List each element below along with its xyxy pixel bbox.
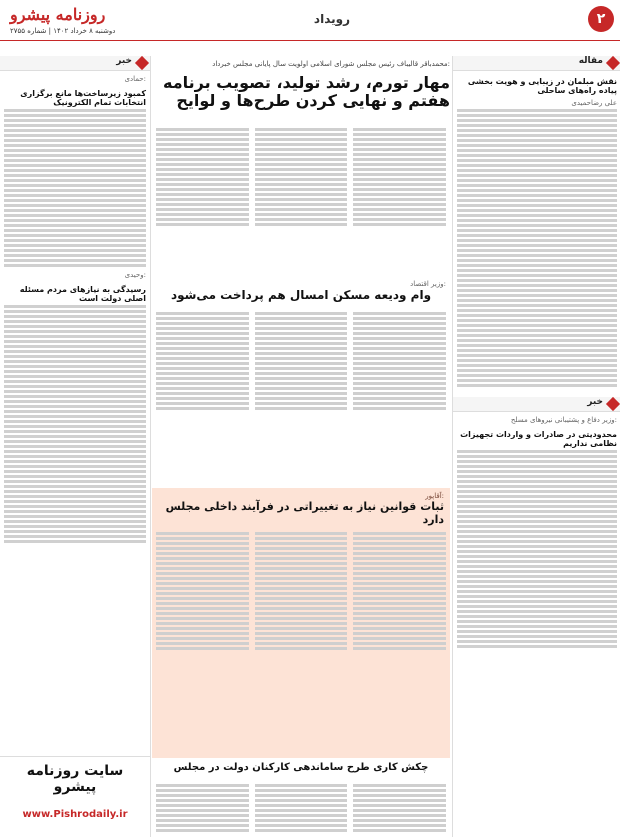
right-section-label-2: خبر [587, 397, 603, 407]
news-kicker: حمادی: [124, 75, 146, 83]
article-title: نقش مبلمان در زیبایی و هویت بخشی پیاده راه‌های ساحلی [467, 77, 617, 95]
article-body [457, 109, 617, 387]
news-kicker: وحیدی: [124, 271, 146, 279]
section-marker-icon [135, 56, 149, 70]
section-marker-icon [606, 397, 620, 411]
main-article-body [152, 122, 450, 272]
left-section-label: خبر [116, 56, 132, 66]
news-body [4, 305, 146, 543]
main-column [152, 56, 450, 837]
left-column [0, 56, 151, 837]
right-section-bar [453, 56, 620, 71]
section2-kicker: وزیر اقتصاد: [410, 280, 446, 288]
main-kicker: محمدباقر قالیباف رئیس مجلس شورای اسلامی اولویت سال پایانی مجلس خبرداد: [212, 60, 450, 68]
issue-date: دوشنبه ۸ خرداد ۱۴۰۲ | شماره ۲۷۵۵ [10, 27, 116, 35]
news-title: محدودیتی در صادرات و واردات تجهیزات نظامی نداریم [460, 430, 617, 448]
news-kicker: وزیر دفاع و پشتیبانی نیروهای مسلح: [510, 416, 617, 424]
page-header [0, 0, 620, 41]
ad-url: www.Pishrodaily.ir [22, 809, 128, 820]
highlight-article [152, 488, 450, 758]
right-column [452, 56, 620, 837]
ad-title: سایت روزنامه پیشرو [26, 763, 124, 795]
news-title: کمبود زیرساخت‌ها مانع برگزاری انتخابات تمام الکترونیک [20, 89, 146, 107]
bottom-headline: چکش کاری طرح ساماندهی کارکنان دولت در مجلس [173, 762, 429, 773]
newspaper-logo: روزنامه پیشرو [10, 5, 106, 24]
right-section-bar-2 [453, 397, 620, 412]
news-body [457, 450, 617, 648]
left-section-bar [0, 56, 150, 71]
news-title: رسیدگی به نیازهای مردم مسئله اصلی دولت است [19, 285, 146, 303]
section-title: رویداد [313, 12, 350, 26]
bottom-article-body [152, 778, 450, 837]
highlight-kicker: آقاپور: [425, 492, 444, 500]
news-body [4, 109, 146, 267]
highlight-headline: ثبات قوانین نیاز به تغییراتی در فرآیند داخلی مجلس دارد [165, 500, 444, 526]
page-number-badge: ۲ [588, 6, 614, 32]
article-author: علی رضاحمیدی [571, 99, 617, 107]
section-marker-icon [606, 56, 620, 70]
section2-headline: وام ودیعه مسکن امسال هم پرداخت می‌شود [170, 288, 432, 302]
main-headline: مهار تورم، رشد تولید، تصویب برنامه هفتم و نهایی کردن طرح‌ها و لوایح [162, 73, 450, 110]
right-section-label: مقاله [578, 56, 603, 66]
section2-body [152, 306, 450, 486]
website-ad [0, 756, 150, 837]
